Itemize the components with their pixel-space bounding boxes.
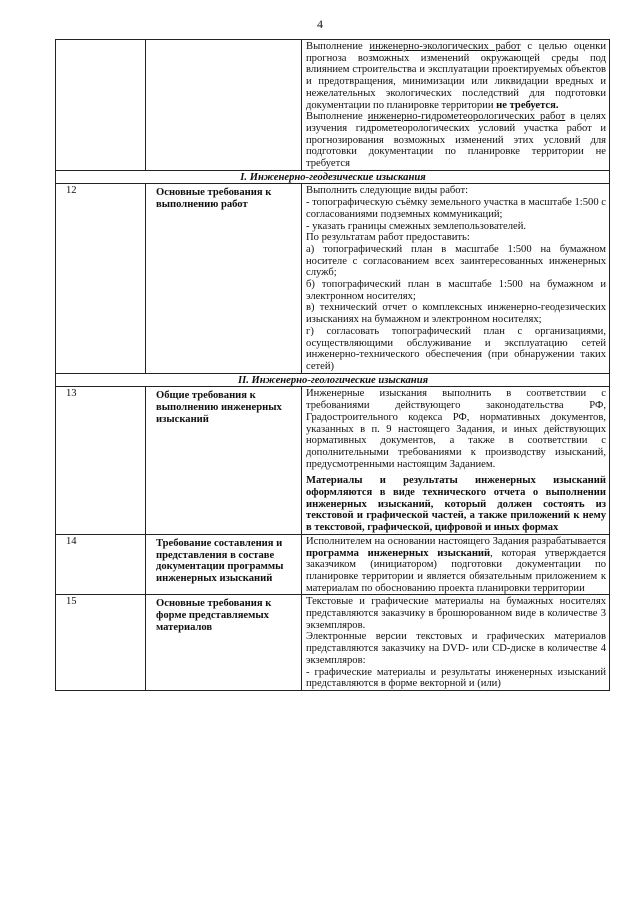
row-number: 13 bbox=[66, 388, 77, 400]
list-item: б) топографический план в масштабе 1:500 на бумажном и электронном носителях; bbox=[306, 279, 606, 302]
list-item: По результатам работ предоставить: bbox=[306, 232, 470, 244]
cell-title bbox=[146, 40, 302, 171]
underlined-term: инженерно-экологических работ bbox=[369, 41, 521, 52]
row-number: 12 bbox=[66, 185, 77, 197]
cell-content bbox=[302, 184, 610, 373]
table-row bbox=[56, 40, 610, 171]
bold-term: программа инженерных изысканий bbox=[306, 547, 491, 559]
paragraph: Текстовые и графические материалы на бумажных носителях представляются заказчику в брошюрованном виде в количестве 3 экземпляров. bbox=[306, 596, 606, 631]
row-title: Общие требования к выполнению инженерных изысканий bbox=[156, 390, 282, 425]
underlined-term: инженерно-гидрометеорологических работ bbox=[367, 111, 566, 123]
section-heading: I. Инженерно-геодезические изыскания bbox=[56, 170, 610, 184]
table-row bbox=[56, 595, 610, 691]
section-row bbox=[56, 170, 610, 184]
paragraph: Электронные версии текстовых и графических материалов представляются заказчику на DVD- или CD-диске в количестве 4 экземпляров: bbox=[306, 631, 606, 666]
bold-paragraph: Материалы и результаты инженерных изысканий оформляются в виде технического отчета о выполнении инженерных изысканий, который должен состоять из текстовой и графической частей, а также приложений к нему в текстовой, графической, цифровой и иных формах bbox=[306, 475, 606, 534]
row-title: Требование составления и представления в составе документации программы инженерных изысканий bbox=[156, 537, 284, 584]
list-item: - топографическую съёмку земельного участка в масштабе 1:500 с согласованиями подземных коммуникаций; bbox=[306, 197, 606, 220]
list-item: а) топографический план в масштабе 1:500 на бумажном носителе с согласованием всех заинтересованных инженерных служб; bbox=[306, 243, 606, 279]
table-row bbox=[56, 387, 610, 534]
row-title: Основные требования к форме представляемых материалов bbox=[156, 598, 272, 633]
list-item: в) технический отчет о комплексных инженерно-геодезических изысканиях на бумажном и электронном носителях; bbox=[306, 302, 606, 326]
paragraph: Инженерные изыскания выполнить в соответствии с требованиями действующего законодательства РФ, Градостроительного кодекса РФ, нормативных документов, указанных в п. 9 настоящего Задания, и иных действующих нормативных документов, а также в соответствии с дополнительными требованиями к производству изысканий, предусмотренными настоящим Заданием. bbox=[306, 388, 606, 470]
row-number: 14 bbox=[66, 535, 77, 547]
paragraph: Исполнителем на основании настоящего Задания разрабатывается программа инженерных изысканий, которая утверждается заказчиком (инициатором) подготовки документации по планировке территории и является обязательным приложением к материалам по обоснованию проекта планировки территории bbox=[306, 535, 607, 594]
bold-term: не требуется. bbox=[496, 99, 559, 111]
cell-content bbox=[302, 387, 610, 534]
paragraph: Выполнение инженерно-экологических работ с целью оценки прогноза возможных изменений окружающей среды под влиянием строительства и эксплуатации проектируемых объектов и предотвращения, минимизации или ликвидации вредных и нежелательных экологических последствий для подготовки документации по планировке территории не требуется. bbox=[306, 41, 606, 111]
section-heading: II. Инженерно-геологические изыскания bbox=[56, 373, 610, 387]
cell-content bbox=[302, 40, 610, 171]
table-row bbox=[56, 184, 610, 373]
row-title: Основные требования к выполнению работ bbox=[156, 187, 272, 211]
row-number: 15 bbox=[66, 596, 77, 608]
paragraph: Выполнение инженерно-гидрометеорологических работ в целях изучения гидрометеорологических условий участка работ и прогнозирования возможных изменений этих условий для подготовки документации по планировке территории не требуется bbox=[306, 111, 606, 170]
cell-content bbox=[302, 534, 610, 595]
table-row bbox=[56, 534, 610, 595]
requirements-table bbox=[55, 39, 610, 691]
list-item: г) согласовать топографический план с организациями, осуществляющими обслуживание и эксплуатацию сетей инженерно-технического обеспечения (при обнаружении таких сетей) bbox=[306, 325, 606, 372]
list-item: Выполнить следующие виды работ: bbox=[306, 185, 469, 197]
cell-number bbox=[56, 40, 146, 171]
cell-content bbox=[302, 595, 610, 691]
section-row bbox=[56, 373, 610, 387]
list-item: - указать границы смежных землепользователей. bbox=[306, 220, 527, 232]
paragraph: - графические материалы и результаты инженерных изысканий представляются в форме векторной и (или) bbox=[306, 666, 606, 690]
page-number: 4 bbox=[317, 17, 323, 31]
